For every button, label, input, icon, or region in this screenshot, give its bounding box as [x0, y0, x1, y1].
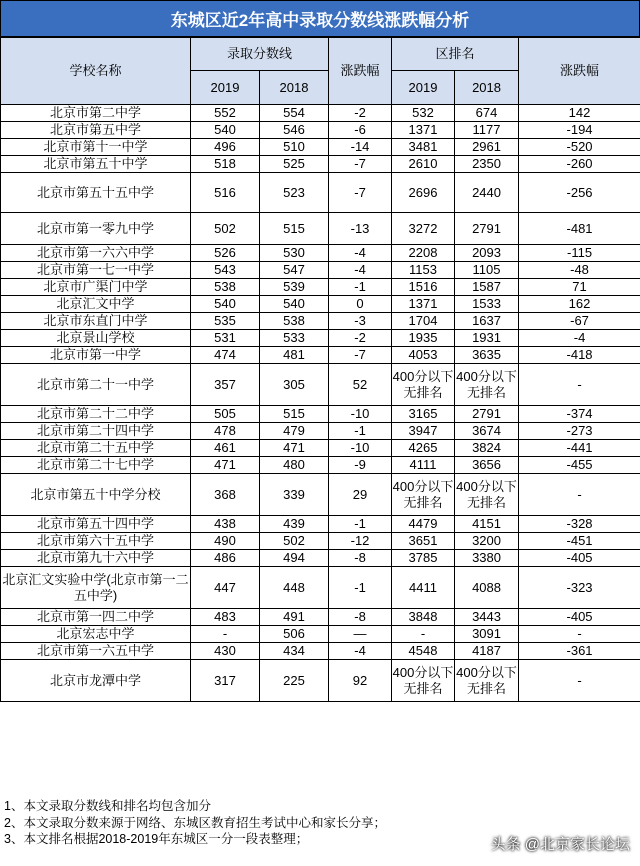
table-row: [1, 173, 640, 213]
score-2018-cell: 494: [260, 550, 329, 567]
school-name-cell: 北京景山学校: [1, 330, 191, 347]
header-score-change: 涨跌幅: [329, 38, 392, 105]
school-name-cell: 北京市第一零九中学: [1, 213, 191, 245]
school-name-cell: 北京市第一七一中学: [1, 262, 191, 279]
school-name-cell: 北京市第五十四中学: [1, 516, 191, 533]
score-2018-cell: 525: [260, 156, 329, 173]
score-change-cell: -4: [329, 245, 392, 262]
footnote: 3、本文排名根据2018-2019年东城区一分一段表整理；: [4, 832, 309, 846]
school-name-cell: 北京市第六十五中学: [1, 533, 191, 550]
rank-change-cell: -328: [519, 516, 640, 533]
score-2018-cell: 546: [260, 122, 329, 139]
score-change-cell: -10: [329, 440, 392, 457]
rank-2018-cell: 400分以下无排名: [455, 660, 519, 702]
rank-2018-cell: 3443: [455, 609, 519, 626]
school-name-cell: 北京市龙潭中学: [1, 660, 191, 702]
school-name-cell: 北京市第二十五中学: [1, 440, 191, 457]
header-rank-change: 涨跌幅: [519, 38, 640, 105]
rank-2019-cell: 3165: [392, 406, 455, 423]
rank-2018-cell: 1637: [455, 313, 519, 330]
school-name-cell: 北京市第五中学: [1, 122, 191, 139]
rank-2018-cell: 3635: [455, 347, 519, 364]
rank-change-cell: -374: [519, 406, 640, 423]
table-title: 东城区近2年高中录取分数线涨跌幅分析: [0, 0, 640, 37]
school-name-cell: 北京汇文实验中学(北京市第一二 五中学): [1, 567, 191, 609]
score-2019-cell: 543: [191, 262, 260, 279]
rank-change-cell: -451: [519, 533, 640, 550]
rank-change-cell: -455: [519, 457, 640, 474]
rank-change-cell: -: [519, 660, 640, 702]
rank-2019-cell: 3785: [392, 550, 455, 567]
rank-2019-cell: 3272: [392, 213, 455, 245]
rank-2018-cell: 1587: [455, 279, 519, 296]
score-change-cell: -13: [329, 213, 392, 245]
score-change-cell: 52: [329, 364, 392, 406]
score-2019-cell: 368: [191, 474, 260, 516]
rank-change-cell: -115: [519, 245, 640, 262]
score-2018-cell: 339: [260, 474, 329, 516]
rank-2019-cell: 1371: [392, 122, 455, 139]
school-name-cell: 北京市广渠门中学: [1, 279, 191, 296]
school-name-cell: 北京市第一六六中学: [1, 245, 191, 262]
score-2019-cell: 461: [191, 440, 260, 457]
rank-2019-cell: 2208: [392, 245, 455, 262]
table-row: [1, 626, 640, 643]
school-name-cell: 北京市第五十五中学: [1, 173, 191, 213]
score-2018-cell: 554: [260, 105, 329, 122]
rank-change-cell: 142: [519, 105, 640, 122]
rank-2019-cell: 3848: [392, 609, 455, 626]
score-2019-cell: 438: [191, 516, 260, 533]
score-2018-cell: 515: [260, 406, 329, 423]
footnote: 2、本文录取分数来源于网络、东城区教育招生考试中心和家长分享；: [4, 815, 386, 830]
score-2018-cell: 538: [260, 313, 329, 330]
school-name-cell: 北京市东直门中学: [1, 313, 191, 330]
school-name-cell: 北京市第一四二中学: [1, 609, 191, 626]
score-2018-cell: 530: [260, 245, 329, 262]
rank-2018-cell: 3200: [455, 533, 519, 550]
school-name-cell: 北京市第二十一中学: [1, 364, 191, 406]
score-2019-cell: 516: [191, 173, 260, 213]
header-rank-2019: 2019: [392, 71, 455, 105]
score-2019-cell: 483: [191, 609, 260, 626]
rank-change-cell: -260: [519, 156, 640, 173]
score-2018-cell: 491: [260, 609, 329, 626]
score-change-cell: 29: [329, 474, 392, 516]
footnote: 1、本文录取分数线和排名均包含加分: [4, 799, 211, 813]
table-row: [1, 139, 640, 156]
score-2019-cell: 447: [191, 567, 260, 609]
rank-2018-cell: 3674: [455, 423, 519, 440]
score-change-cell: -9: [329, 457, 392, 474]
rank-change-cell: -520: [519, 139, 640, 156]
score-change-cell: -4: [329, 643, 392, 660]
score-2018-cell: 515: [260, 213, 329, 245]
score-table: [0, 37, 640, 702]
score-2019-cell: 531: [191, 330, 260, 347]
table-row: [1, 122, 640, 139]
rank-2018-cell: 3824: [455, 440, 519, 457]
score-2019-cell: 478: [191, 423, 260, 440]
rank-2018-cell: 2440: [455, 173, 519, 213]
table-row: [1, 457, 640, 474]
rank-change-cell: -405: [519, 609, 640, 626]
rank-change-cell: -48: [519, 262, 640, 279]
table-row: [1, 440, 640, 457]
score-2018-cell: 523: [260, 173, 329, 213]
table-row: [1, 423, 640, 440]
table-row: [1, 609, 640, 626]
score-2018-cell: 539: [260, 279, 329, 296]
school-name-cell: 北京市第五十中学: [1, 156, 191, 173]
score-change-cell: -1: [329, 279, 392, 296]
rank-2019-cell: 2610: [392, 156, 455, 173]
score-2018-cell: 479: [260, 423, 329, 440]
score-change-cell: -7: [329, 173, 392, 213]
score-2018-cell: 547: [260, 262, 329, 279]
school-name-cell: 北京市第二十四中学: [1, 423, 191, 440]
school-name-cell: 北京市第二十七中学: [1, 457, 191, 474]
score-change-cell: -1: [329, 516, 392, 533]
rank-2018-cell: 3380: [455, 550, 519, 567]
table-row: [1, 105, 640, 122]
school-name-cell: 北京市第五十中学分校: [1, 474, 191, 516]
score-change-cell: -4: [329, 262, 392, 279]
score-change-cell: -3: [329, 313, 392, 330]
rank-change-cell: 162: [519, 296, 640, 313]
score-2018-cell: 502: [260, 533, 329, 550]
rank-2018-cell: 2961: [455, 139, 519, 156]
table-row: [1, 516, 640, 533]
rank-2019-cell: 400分以下无排名: [392, 660, 455, 702]
score-2019-cell: 430: [191, 643, 260, 660]
watermark: [491, 833, 630, 854]
score-2019-cell: 535: [191, 313, 260, 330]
rank-2019-cell: 4053: [392, 347, 455, 364]
score-2019-cell: 505: [191, 406, 260, 423]
header-school: 学校名称: [1, 38, 191, 105]
rank-2018-cell: 2791: [455, 406, 519, 423]
school-name-cell: 北京宏志中学: [1, 626, 191, 643]
score-change-cell: -2: [329, 105, 392, 122]
rank-change-cell: -405: [519, 550, 640, 567]
score-2019-cell: -: [191, 626, 260, 643]
rank-2019-cell: 4265: [392, 440, 455, 457]
score-2019-cell: 317: [191, 660, 260, 702]
school-name-cell: 北京市第一中学: [1, 347, 191, 364]
score-change-cell: 92: [329, 660, 392, 702]
rank-change-cell: -418: [519, 347, 640, 364]
score-change-cell: -10: [329, 406, 392, 423]
score-2018-cell: 471: [260, 440, 329, 457]
score-2018-cell: 481: [260, 347, 329, 364]
score-2018-cell: 225: [260, 660, 329, 702]
rank-2019-cell: 4111: [392, 457, 455, 474]
table-row: [1, 313, 640, 330]
table-row: [1, 660, 640, 702]
rank-change-cell: -: [519, 474, 640, 516]
score-2018-cell: 506: [260, 626, 329, 643]
rank-2018-cell: 1931: [455, 330, 519, 347]
rank-change-cell: -323: [519, 567, 640, 609]
rank-2019-cell: -: [392, 626, 455, 643]
rank-2019-cell: 4548: [392, 643, 455, 660]
score-change-cell: 0: [329, 296, 392, 313]
score-2019-cell: 526: [191, 245, 260, 262]
table-row: [1, 474, 640, 516]
rank-change-cell: -194: [519, 122, 640, 139]
header-score-group: 录取分数线: [191, 38, 329, 71]
table-row: [1, 533, 640, 550]
rank-change-cell: -273: [519, 423, 640, 440]
score-2019-cell: 496: [191, 139, 260, 156]
rank-2018-cell: 400分以下无排名: [455, 474, 519, 516]
score-2019-cell: 538: [191, 279, 260, 296]
score-change-cell: -6: [329, 122, 392, 139]
rank-2019-cell: 4479: [392, 516, 455, 533]
table-row: [1, 213, 640, 245]
score-change-cell: -7: [329, 347, 392, 364]
score-2019-cell: 474: [191, 347, 260, 364]
header-rank-group: 区排名: [392, 38, 519, 71]
rank-2018-cell: 1105: [455, 262, 519, 279]
rank-2019-cell: 532: [392, 105, 455, 122]
table-row: [1, 296, 640, 313]
score-2019-cell: 552: [191, 105, 260, 122]
rank-2019-cell: 1516: [392, 279, 455, 296]
score-2018-cell: 480: [260, 457, 329, 474]
rank-change-cell: -67: [519, 313, 640, 330]
score-change-cell: -8: [329, 609, 392, 626]
rank-2018-cell: 2791: [455, 213, 519, 245]
school-name-cell: 北京市第一六五中学: [1, 643, 191, 660]
score-2019-cell: 518: [191, 156, 260, 173]
table-row: [1, 643, 640, 660]
score-change-cell: -12: [329, 533, 392, 550]
header-rank-2018: 2018: [455, 71, 519, 105]
score-2018-cell: 305: [260, 364, 329, 406]
score-2019-cell: 540: [191, 296, 260, 313]
score-change-cell: -8: [329, 550, 392, 567]
score-2018-cell: 434: [260, 643, 329, 660]
score-change-cell: —: [329, 626, 392, 643]
score-2018-cell: 448: [260, 567, 329, 609]
rank-2019-cell: 3651: [392, 533, 455, 550]
rank-change-cell: 71: [519, 279, 640, 296]
rank-2018-cell: 400分以下无排名: [455, 364, 519, 406]
table-row: [1, 567, 640, 609]
rank-2018-cell: 2093: [455, 245, 519, 262]
school-name-cell: 北京市第二中学: [1, 105, 191, 122]
school-name-cell: 北京市第二十二中学: [1, 406, 191, 423]
score-2018-cell: 540: [260, 296, 329, 313]
rank-2019-cell: 4411: [392, 567, 455, 609]
table-row: [1, 330, 640, 347]
rank-2018-cell: 4088: [455, 567, 519, 609]
rank-2018-cell: 1533: [455, 296, 519, 313]
score-change-cell: -2: [329, 330, 392, 347]
watermark-text: 头条 @北京家长论坛: [490, 836, 630, 853]
score-change-cell: -14: [329, 139, 392, 156]
rank-2018-cell: 1177: [455, 122, 519, 139]
score-2019-cell: 540: [191, 122, 260, 139]
score-2019-cell: 357: [191, 364, 260, 406]
score-2019-cell: 490: [191, 533, 260, 550]
rank-change-cell: -4: [519, 330, 640, 347]
rank-change-cell: -256: [519, 173, 640, 213]
rank-2018-cell: 2350: [455, 156, 519, 173]
header-score-2019: 2019: [191, 71, 260, 105]
rank-change-cell: -481: [519, 213, 640, 245]
rank-change-cell: -361: [519, 643, 640, 660]
rank-2018-cell: 3656: [455, 457, 519, 474]
table-row: [1, 347, 640, 364]
rank-2019-cell: 1935: [392, 330, 455, 347]
score-change-cell: -1: [329, 567, 392, 609]
score-2018-cell: 439: [260, 516, 329, 533]
table-row: [1, 279, 640, 296]
rank-2019-cell: 3481: [392, 139, 455, 156]
rank-2019-cell: 400分以下无排名: [392, 474, 455, 516]
table-row: [1, 262, 640, 279]
rank-2018-cell: 4151: [455, 516, 519, 533]
rank-2018-cell: 674: [455, 105, 519, 122]
score-change-cell: -7: [329, 156, 392, 173]
school-name-cell: 北京市第十一中学: [1, 139, 191, 156]
score-2019-cell: 502: [191, 213, 260, 245]
rank-change-cell: -: [519, 626, 640, 643]
rank-2018-cell: 4187: [455, 643, 519, 660]
score-2018-cell: 533: [260, 330, 329, 347]
rank-2019-cell: 3947: [392, 423, 455, 440]
rank-2018-cell: 3091: [455, 626, 519, 643]
footnotes: [0, 794, 640, 866]
rank-2019-cell: 1153: [392, 262, 455, 279]
score-change-cell: -1: [329, 423, 392, 440]
rank-2019-cell: 2696: [392, 173, 455, 213]
rank-2019-cell: 1371: [392, 296, 455, 313]
table-row: [1, 156, 640, 173]
table-row: [1, 550, 640, 567]
header-score-2018: 2018: [260, 71, 329, 105]
school-name-cell: 北京市第九十六中学: [1, 550, 191, 567]
table-row: [1, 364, 640, 406]
rank-2019-cell: 400分以下无排名: [392, 364, 455, 406]
school-name-cell: 北京汇文中学: [1, 296, 191, 313]
rank-change-cell: -: [519, 364, 640, 406]
table-row: [1, 406, 640, 423]
score-2018-cell: 510: [260, 139, 329, 156]
score-2019-cell: 486: [191, 550, 260, 567]
score-2019-cell: 471: [191, 457, 260, 474]
rank-2019-cell: 1704: [392, 313, 455, 330]
rank-change-cell: -441: [519, 440, 640, 457]
table-row: [1, 245, 640, 262]
